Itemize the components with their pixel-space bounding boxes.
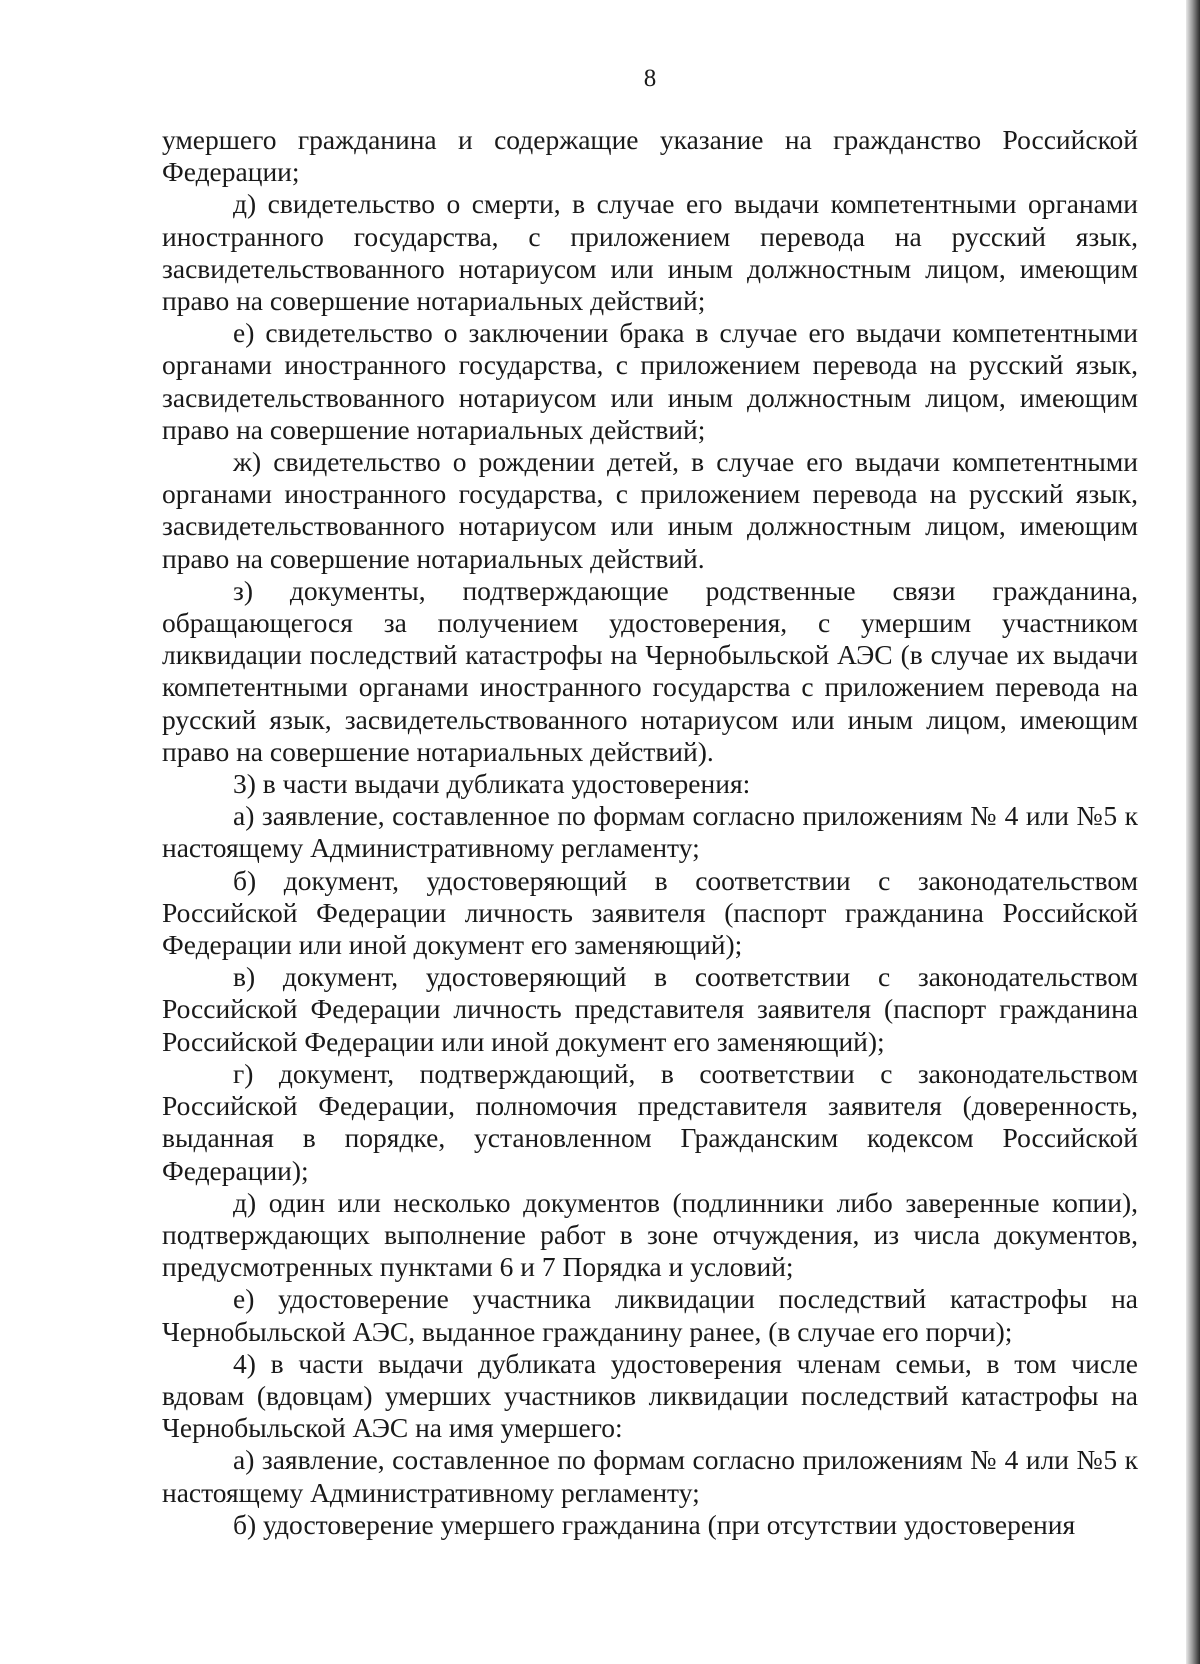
paragraph-item-v-representative-identity: в) документ, удостоверяющий в соответствии с законодательством Российской Федерации личность представителя заявителя (паспорт гражданина Российской Федерации или иной документ его заменяющий); bbox=[162, 961, 1138, 1057]
paragraph-item-b-applicant-identity: б) документ, удостоверяющий в соответствии с законодательством Российской Федерации личность заявителя (паспорт гражданина Российской Федерации или иной документ его заменяющий); bbox=[162, 864, 1138, 961]
paragraph-section-4-family-duplicate: 4) в части выдачи дубликата удостоверения членам семьи, в том числе вдовам (вдовцам) умерших участников ликвидации последствий катастрофы на Чернобыльской АЭС на имя умершего: bbox=[162, 1347, 1138, 1444]
page-number: 8 bbox=[643, 65, 657, 92]
paragraph-item-g-representative-authority: г) документ, подтверждающий, в соответствии с законодательством Российской Федерации, полномочия представителя заявителя (доверенность, выданная в порядке, установленном Гражданским кодексом Российской Федерации); bbox=[162, 1057, 1138, 1186]
paragraph-item-d-death-certificate: д) свидетельство о смерти, в случае его выдачи компетентными органами иностранного государства, с приложением перевода на русский язык, засвидетельствованного нотариусом или иным должностным лицом, имеющим право на совершение нотариальных действий; bbox=[162, 188, 1138, 317]
scan-edge-shadow bbox=[1186, 0, 1200, 1664]
paragraph-section-3-duplicate: 3) в части выдачи дубликата удостоверения: bbox=[233, 768, 751, 800]
paragraph-item-z-kinship-documents: з) документы, подтверждающие родственные связи гражданина, обращающегося за получением удостоверения, с умершим участником ликвидации последствий катастрофы на Чернобыльской АЭС (в случае их выдачи компетентными органами иностранного государства с приложением перевода на русский язык, засвидетельствованного нотариусом или иным лицом, имеющим право на совершение нотариальных действий). bbox=[162, 574, 1138, 767]
paragraph-item-b-deceased-certificate: б) удостоверение умершего гражданина (при отсутствии удостоверения bbox=[233, 1508, 1076, 1540]
paragraph-continuation: умершего гражданина и содержащие указание на гражданство Российской Федерации; bbox=[162, 124, 1138, 188]
paragraph-item-e-previous-certificate: е) удостоверение участника ликвидации последствий катастрофы на Чернобыльской АЭС, выданное гражданину ранее, (в случае его порчи); bbox=[162, 1283, 1138, 1347]
paragraph-item-a-application-family: а) заявление, составленное по формам согласно приложениям № 4 или №5 к настоящему Административному регламенту; bbox=[162, 1444, 1138, 1508]
document-body bbox=[162, 124, 1138, 1541]
paragraph-item-zh-birth-certificate: ж) свидетельство о рождении детей, в случае его выдачи компетентными органами иностранного государства, с приложением перевода на русский язык, засвидетельствованного нотариусом или иным должностным лицом, имеющим право на совершение нотариальных действий. bbox=[162, 446, 1138, 574]
paragraph-item-d-work-documents: д) один или несколько документов (подлинники либо заверенные копии), подтверждающих выполнение работ в зоне отчуждения, из числа документов, предусмотренных пунктами 6 и 7 Порядка и условий; bbox=[162, 1186, 1138, 1283]
paragraph-item-e-marriage-certificate: е) свидетельство о заключении брака в случае его выдачи компетентными органами иностранного государства, с приложением перевода на русский язык, засвидетельствованного нотариусом или иным должностным лицом, имеющим право на совершение нотариальных действий; bbox=[162, 317, 1138, 445]
paragraph-item-a-application: а) заявление, составленное по формам согласно приложениям № 4 или №5 к настоящему Административному регламенту; bbox=[162, 800, 1138, 864]
